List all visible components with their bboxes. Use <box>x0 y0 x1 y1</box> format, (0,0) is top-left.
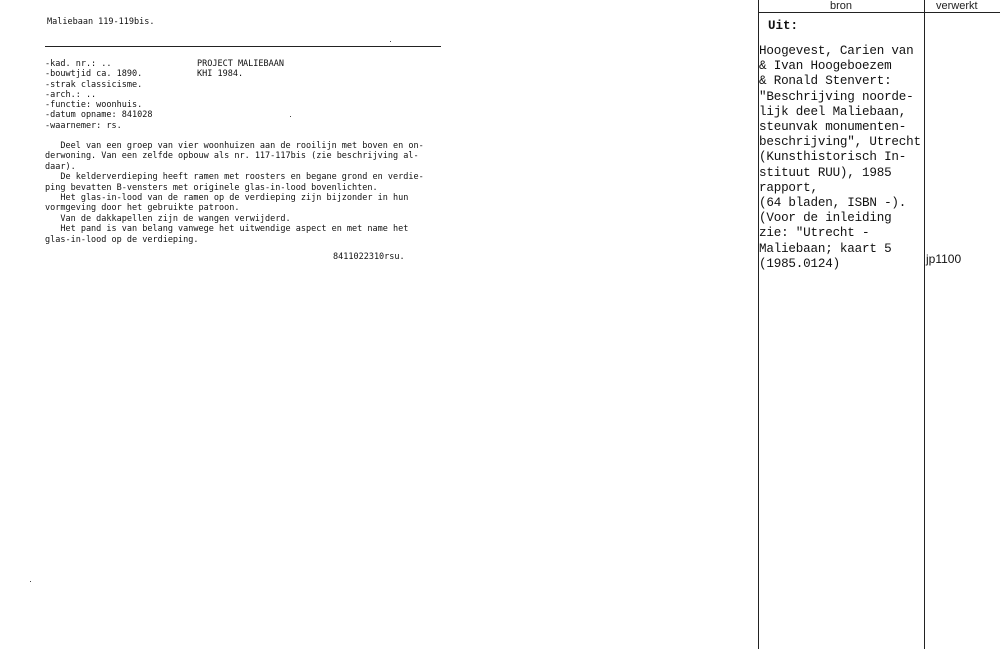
document-code: 8411022310rsu. <box>333 252 405 262</box>
citation-line: beschrijving", Utrecht <box>759 135 921 150</box>
description-line: ping bevatten B-vensters met originele glas-in-lood bovenlichten. <box>45 182 378 193</box>
field-kad-nr: -kad. nr.: .. <box>45 59 112 69</box>
citation-line: rapport, <box>759 180 818 195</box>
description-line: derwoning. Van een zelfde opbouw als nr. 117-117bis (zie beschrijving al- <box>45 151 419 162</box>
citation-line: (64 bladen, ISBN -). <box>759 196 907 211</box>
citation-line: (Voor de inleiding <box>759 211 892 226</box>
description-line: glas-in-lood op de verdieping. <box>45 234 199 245</box>
citation-line: "Beschrijving noorde- <box>759 89 914 104</box>
description-line: daar). <box>45 161 76 172</box>
project-header <box>197 59 284 80</box>
card-header-rule <box>758 12 1000 13</box>
verwerkt-value: jp1100 <box>926 252 962 266</box>
title-rule <box>45 46 441 47</box>
field-functie: -functie: woonhuis. <box>45 100 143 111</box>
citation-line: Hoogevest, Carien van <box>759 44 914 58</box>
source-intro-label: Uit: <box>768 19 799 33</box>
description-text <box>45 141 435 245</box>
scan-speck <box>390 41 391 42</box>
record-fields <box>45 59 152 131</box>
description-line: Van de dakkapellen zijn de wangen verwijderd. <box>45 213 291 224</box>
column-header-verwerkt: verwerkt <box>936 0 978 12</box>
citation-line: & Ivan Hoogeboezem <box>759 59 892 74</box>
description-line: vormgeving door het gebruikte patroon. <box>45 203 240 214</box>
scan-speck <box>290 116 291 117</box>
citation-line: Maliebaan; kaart 5 <box>759 241 892 256</box>
column-header-bron: bron <box>830 0 853 12</box>
field-datum-opname: -datum opname: 841028 <box>45 110 153 121</box>
citation-line: steunvak monumenten- <box>759 120 907 135</box>
field-arch: -arch.: .. <box>45 89 97 100</box>
description-line: De kelderverdieping heeft ramen met roosters en begane grond en verdie- <box>45 172 424 183</box>
document-title: Maliebaan 119-119bis. <box>47 17 155 27</box>
citation-line: & Ronald Stenvert: <box>759 74 892 89</box>
project-name: PROJECT MALIEBAAN <box>197 59 284 69</box>
citation-line: (1985.0124) <box>759 256 840 271</box>
description-line: Deel van een groep van vier woonhuizen aan de rooilijn met boven en on- <box>45 141 424 151</box>
citation-line: zie: "Utrecht - <box>759 226 870 241</box>
citation-line: lijk deel Maliebaan, <box>759 104 907 119</box>
source-citation <box>759 44 921 272</box>
project-institute: KHI 1984. <box>197 69 244 80</box>
citation-line: (Kunsthistorisch In- <box>759 150 907 165</box>
field-stijl: -strak classicisme. <box>45 79 143 90</box>
description-line: Het glas-in-lood van de ramen op de verdieping zijn bijzonder in hun <box>45 193 409 204</box>
description-line: Het pand is van belang vanwege het uitwendige aspect en met name het <box>45 224 409 235</box>
scan-speck <box>30 581 31 582</box>
field-bouwtijd: -bouwtjid ca. 1890. <box>45 69 143 80</box>
field-waarnemer: -waarnemer: rs. <box>45 120 122 131</box>
card-column-divider <box>924 0 925 649</box>
citation-line: stituut RUU), 1985 <box>759 165 892 180</box>
